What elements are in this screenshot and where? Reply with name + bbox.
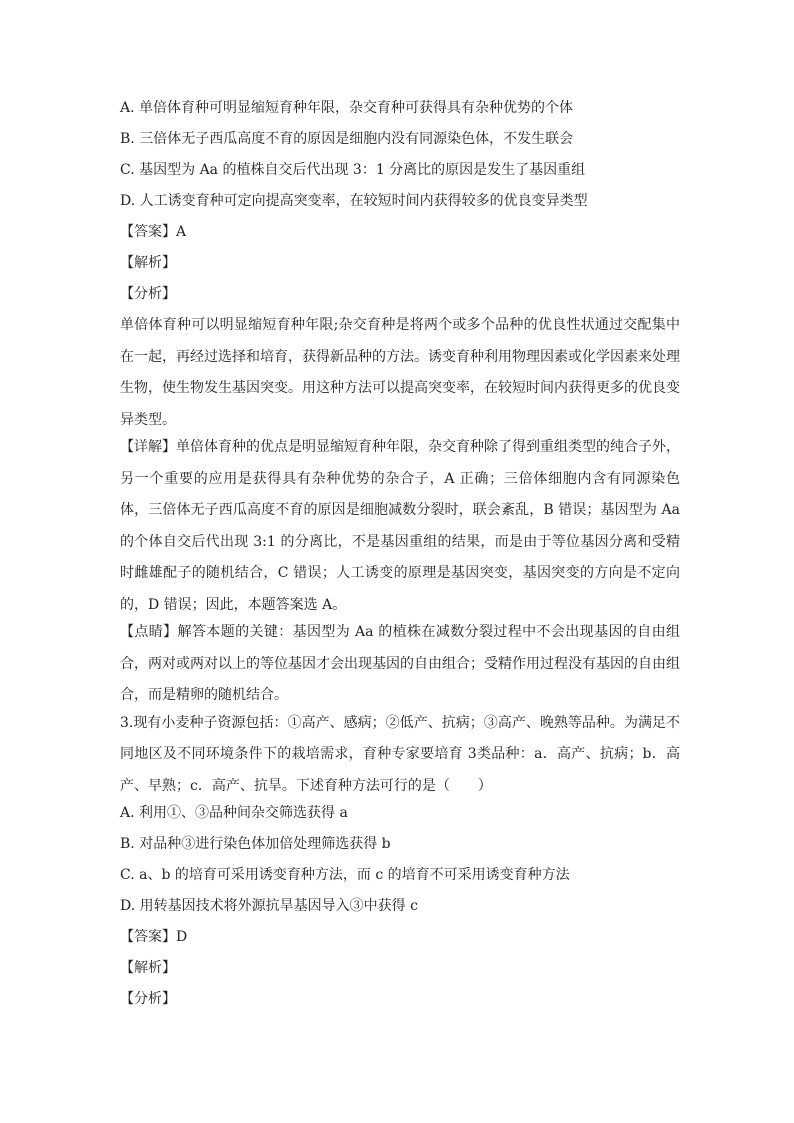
q3-option-c: C. a、b 的培育可采用诱变育种方法，而 c 的培育不可采用诱变育种方法 bbox=[120, 867, 570, 883]
q3-option-d: D. 用转基因技术将外源抗旱基因导入③中获得 c bbox=[120, 898, 418, 914]
q3-fenxi-heading: 【分析】 bbox=[120, 991, 176, 1007]
q2-dianjing-paragraph: 【点睛】解答本题的关键：基因型为 Aa 的植株在减数分裂过程中不会出现基因的自由组合，两对或两对以上的等位基因才会出现基因的自由组合；受精作用过程没有基因的自由组合，而是精卵的随机结合。 bbox=[120, 624, 680, 703]
q3-option-a: A. 利用①、③品种间杂交筛选获得 a bbox=[120, 805, 348, 821]
q2-answer: 【答案】A bbox=[120, 224, 187, 240]
q2-option-c: C. 基因型为 Aa 的植株自交后代出现 3：1 分离比的原因是发生了基因重组 bbox=[120, 162, 586, 178]
q2-analysis-paragraph: 单倍体育种可以明显缩短育种年限;杂交育种是将两个或多个品种的优良性状通过交配集中在一起，再经过选择和培育，获得新品种的方法。诱变育种利用物理因素或化学因素来处理生物，使生物发生基因突变。用这种方法可以提高突变率，在较短时间内获得更多的优良变异类型。 bbox=[120, 317, 680, 428]
q3-answer: 【答案】D bbox=[120, 929, 188, 945]
q2-option-a: A. 单倍体育种可明显缩短育种年限，杂交育种可获得具有杂种优势的个体 bbox=[120, 100, 574, 116]
q2-option-b: B. 三倍体无子西瓜高度不育的原因是细胞内没有同源染色体，不发生联会 bbox=[120, 131, 574, 147]
q2-fenxi-heading: 【分析】 bbox=[120, 286, 176, 302]
q2-jiexi-heading: 【解析】 bbox=[120, 255, 176, 271]
q3-option-b: B. 对品种③进行染色体加倍处理筛选获得 b bbox=[120, 836, 391, 852]
q3-question-stem: 3.现有小麦种子资源包括：①高产、感病；②低产、抗病；③高产、晚熟等品种。为满足不同地区及不同环境条件下的栽培需求，育种专家要培育 3类品种：a．高产、抗病；b．高产、早熟；c．高产、抗旱。下述育种方法可行的是（ ） bbox=[120, 714, 680, 794]
q2-option-d: D. 人工诱变育种可定向提高突变率，在较短时间内获得较多的优良变异类型 bbox=[120, 193, 588, 209]
document-page bbox=[120, 98, 680, 1020]
q3-jiexi-heading: 【解析】 bbox=[120, 960, 176, 976]
q2-detail-paragraph: 【详解】单倍体育种的优点是明显缩短育种年限，杂交育种除了得到重组类型的纯合子外，另一个重要的应用是获得具有杂种优势的杂合子，A 正确；三倍体细胞内含有同源染色体，三倍体无子西瓜高度不育的原因是细胞减数分裂时，联会紊乱，B 错误；基因型为 Aa 的个体自交后代出现 3:1 的分离比，不是基因重组的结果，而是由于等位基因分离和受精时雌雄配子的随机结合，C 错误；人工诱变的原理是基因突变，基因突变的方向是不定向的，D 错误；因此，本题答案选 A。 bbox=[120, 439, 680, 613]
